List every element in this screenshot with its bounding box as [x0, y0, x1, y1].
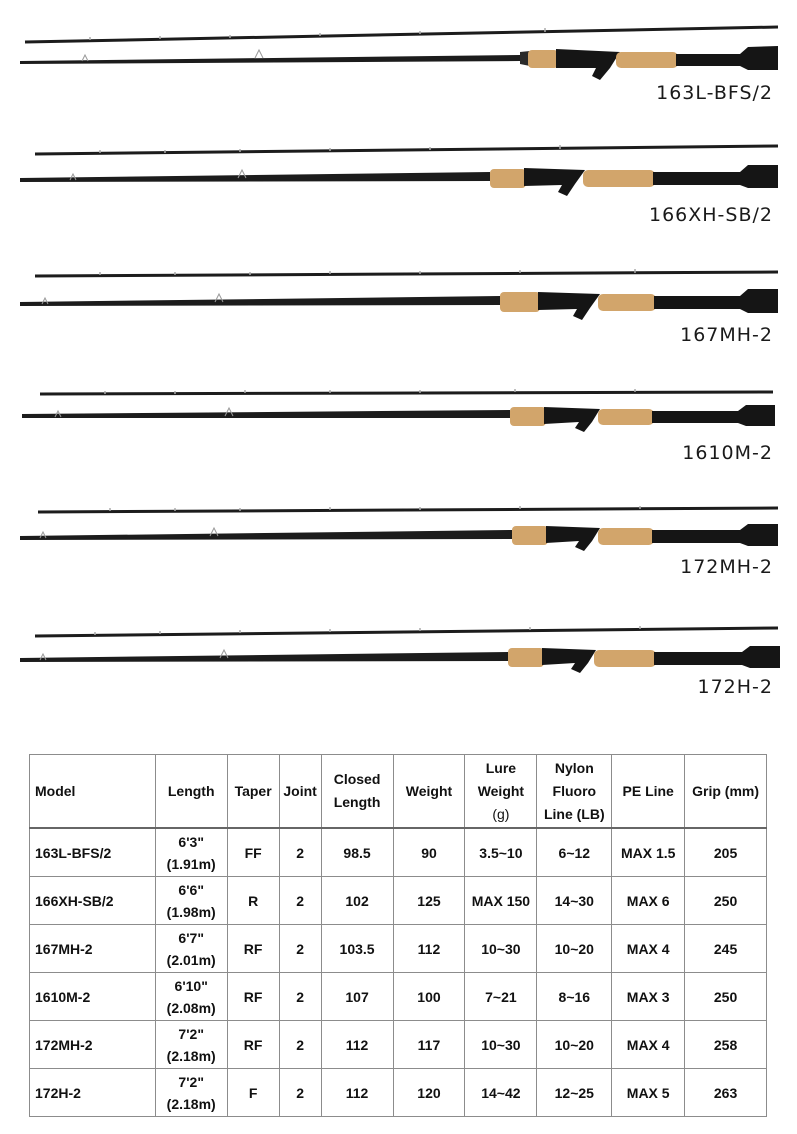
cell-model: 172H-2: [30, 1069, 156, 1117]
cell-closed-length: 98.5: [321, 828, 393, 877]
cell-weight: 117: [393, 1021, 465, 1069]
cell-grip: 250: [685, 877, 767, 925]
spec-table: [29, 754, 767, 1117]
cell-line: 8~16: [537, 973, 612, 1021]
cell-length: 6'7" (2.01m): [155, 925, 227, 973]
cell-closed-length: 102: [321, 877, 393, 925]
cell-taper: RF: [227, 973, 279, 1021]
cell-joint: 2: [279, 877, 321, 925]
cell-grip: 263: [685, 1069, 767, 1117]
rod-model-label: 166XH-SB/2: [648, 204, 773, 226]
cell-line: 6~12: [537, 828, 612, 877]
table-row: [30, 1069, 767, 1117]
cell-model: 163L-BFS/2: [30, 828, 156, 877]
cell-taper: RF: [227, 925, 279, 973]
cell-taper: R: [227, 877, 279, 925]
cell-weight: 112: [393, 925, 465, 973]
cell-joint: 2: [279, 925, 321, 973]
cell-length: 6'3" (1.91m): [155, 828, 227, 877]
cell-pe-line: MAX 4: [612, 1021, 685, 1069]
cell-pe-line: MAX 5: [612, 1069, 685, 1117]
rod-model-label: 163L-BFS/2: [656, 82, 773, 104]
header-closed-length: Closed Length: [321, 755, 393, 829]
cell-pe-line: MAX 6: [612, 877, 685, 925]
table-row: [30, 828, 767, 877]
cell-lure-weight: 10~30: [465, 1021, 537, 1069]
cell-model: 166XH-SB/2: [30, 877, 156, 925]
cell-length: 7'2" (2.18m): [155, 1069, 227, 1117]
cell-weight: 125: [393, 877, 465, 925]
cell-line: 14~30: [537, 877, 612, 925]
cell-line: 12~25: [537, 1069, 612, 1117]
cell-lure-weight: 14~42: [465, 1069, 537, 1117]
cell-taper: RF: [227, 1021, 279, 1069]
rod-image-167MH-2: [0, 258, 797, 378]
cell-model: 172MH-2: [30, 1021, 156, 1069]
rod-model-label: 167MH-2: [680, 324, 773, 346]
header-line: Nylon Fluoro Line (LB): [537, 755, 612, 829]
cell-weight: 90: [393, 828, 465, 877]
cell-taper: F: [227, 1069, 279, 1117]
cell-weight: 100: [393, 973, 465, 1021]
rod-image-166XH-SB-2: [0, 132, 797, 252]
cell-lure-weight: 10~30: [465, 925, 537, 973]
cell-joint: 2: [279, 1069, 321, 1117]
cell-closed-length: 107: [321, 973, 393, 1021]
cell-pe-line: MAX 4: [612, 925, 685, 973]
cell-lure-weight: 3.5~10: [465, 828, 537, 877]
cell-line: 10~20: [537, 1021, 612, 1069]
cell-pe-line: MAX 3: [612, 973, 685, 1021]
rod-image-172H-2: [0, 616, 797, 736]
cell-line: 10~20: [537, 925, 612, 973]
header-lure-weight: Lure Weight (g): [465, 755, 537, 829]
cell-model: 1610M-2: [30, 973, 156, 1021]
header-taper: Taper: [227, 755, 279, 829]
cell-joint: 2: [279, 1021, 321, 1069]
cell-length: 6'10" (2.08m): [155, 973, 227, 1021]
cell-grip: 205: [685, 828, 767, 877]
header-length: Length: [155, 755, 227, 829]
table-header-row: [30, 755, 767, 829]
rod-image-163L-BFS-2: [0, 10, 797, 130]
rod-image-172MH-2: [0, 496, 797, 616]
cell-model: 167MH-2: [30, 925, 156, 973]
rod-model-label: 172H-2: [697, 676, 773, 698]
table-row: [30, 1021, 767, 1069]
cell-closed-length: 112: [321, 1069, 393, 1117]
cell-joint: 2: [279, 973, 321, 1021]
cell-grip: 245: [685, 925, 767, 973]
cell-weight: 120: [393, 1069, 465, 1117]
cell-closed-length: 103.5: [321, 925, 393, 973]
header-joint: Joint: [279, 755, 321, 829]
header-model: Model: [30, 755, 156, 829]
cell-grip: 258: [685, 1021, 767, 1069]
cell-closed-length: 112: [321, 1021, 393, 1069]
table-row: [30, 973, 767, 1021]
cell-pe-line: MAX 1.5: [612, 828, 685, 877]
header-weight: Weight: [393, 755, 465, 829]
cell-taper: FF: [227, 828, 279, 877]
rod-model-label: 1610M-2: [682, 442, 773, 464]
header-grip: Grip (mm): [685, 755, 767, 829]
cell-lure-weight: 7~21: [465, 973, 537, 1021]
cell-length: 6'6" (1.98m): [155, 877, 227, 925]
rod-model-label: 172MH-2: [680, 556, 773, 578]
table-row: [30, 877, 767, 925]
table-row: [30, 925, 767, 973]
cell-length: 7'2" (2.18m): [155, 1021, 227, 1069]
cell-joint: 2: [279, 828, 321, 877]
rod-image-1610M-2: [0, 380, 797, 500]
cell-lure-weight: MAX 150: [465, 877, 537, 925]
cell-grip: 250: [685, 973, 767, 1021]
header-pe-line: PE Line: [612, 755, 685, 829]
